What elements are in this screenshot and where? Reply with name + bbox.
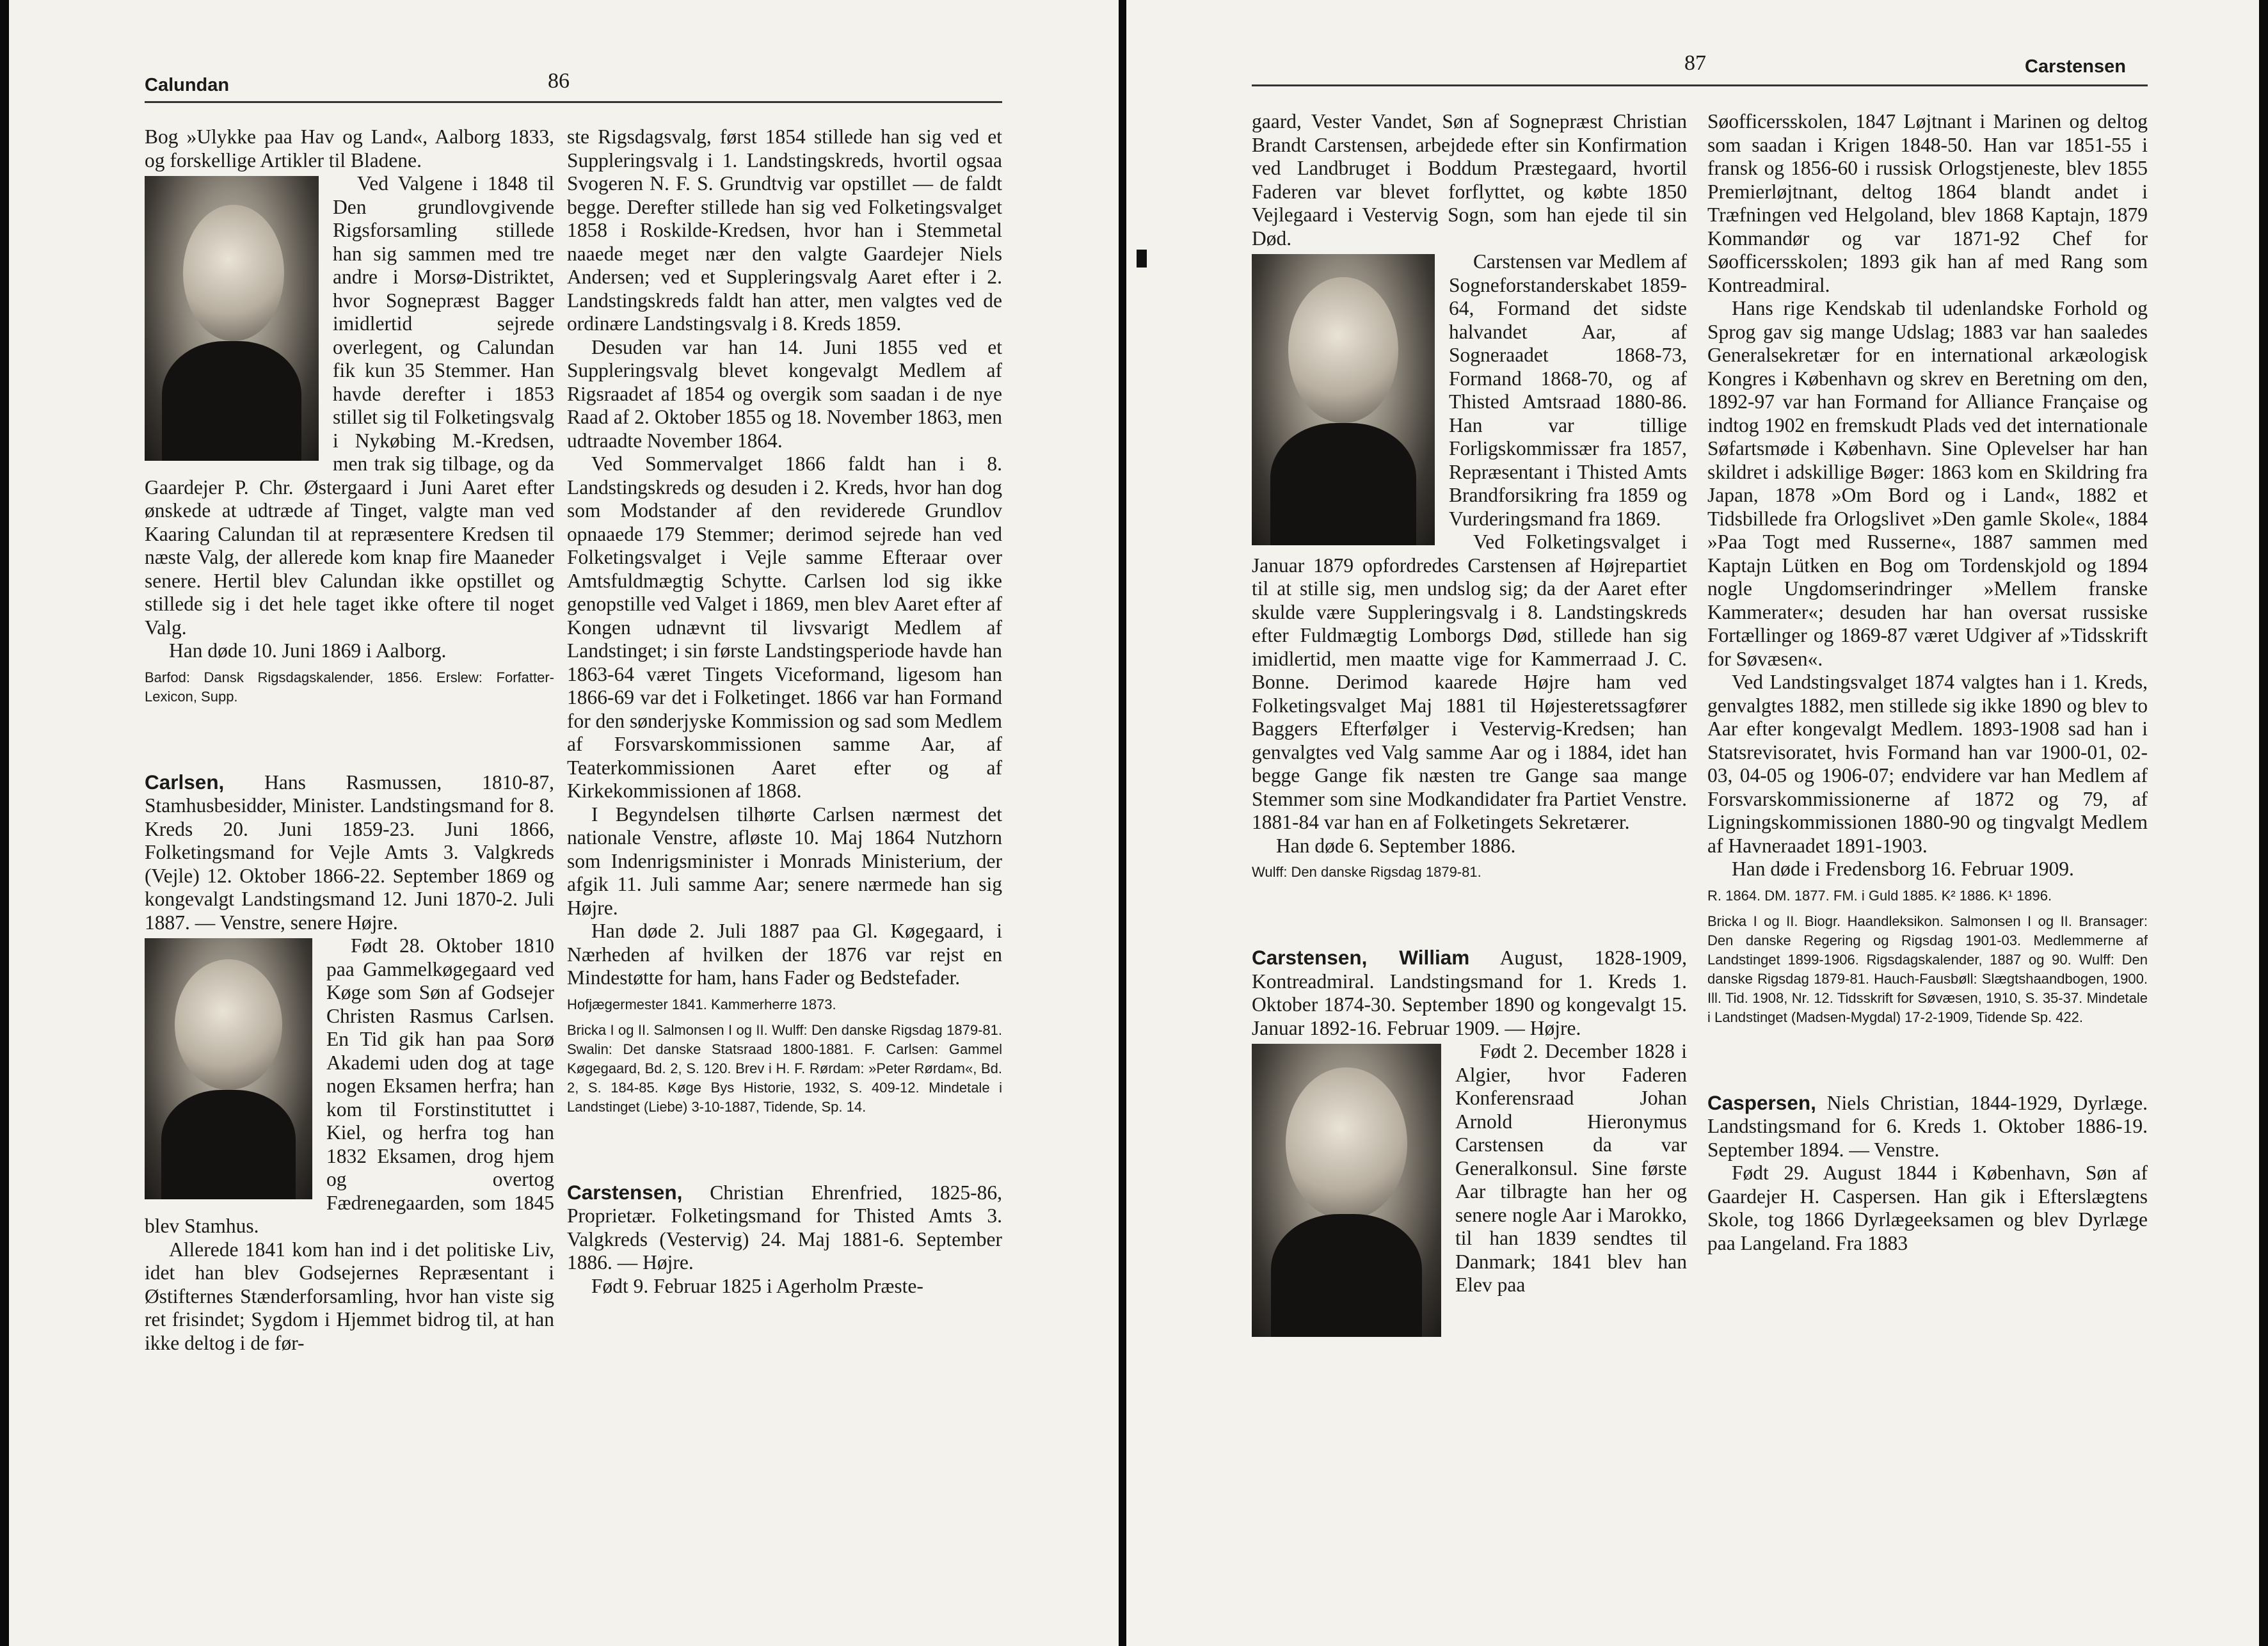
left-page [9,0,1119,1646]
paragraph: Hans rige Kendskab til udenlandske Forhold og Sprog gav sig mange Udslag; 1883 var han saaledes Generalsekretær for en international arkæologisk Kongres i København og skrev en Beretning om den, 1892-97 var han Formand for Alliance Française og indtog 1902 en fremskudt Plads ved det internationale Søfartsmøde i København. Sine Oplevelser har han skildret i adskillige Bøger: 1863 kom en Skildring fra Japan, 1878 »Om Bord og i Land«, 1882 et Tidsbillede fra Orlogslivet »Den gamle Skole«, 1884 »Paa Togt med Russerne«, 1887 sammen med Kaptajn Lütken en Bog om Tordenskjold og 1894 nogle Ungdomserindringer »Mellem franske Kammerater«; desuden har han oversat russiske Fortællinger og 1869-87 været Udgiver af »Tidsskrift for Søvæsen«. [1707,297,2148,670]
paragraph: Bog »Ulykke paa Hav og Land«, Aalborg 1833, og forskellige Artikler til Bladene. [145,125,554,172]
header-rule [1252,84,2148,86]
entry-intro: Niels Christian, 1844-1929, Dyrlæge. Landstingsmand for 6. Kreds 1. Oktober 1886-19. September 1894. — Venstre. [1707,1091,2148,1161]
right-column-1 [1252,110,1687,1341]
page-number-left: 86 [548,69,570,93]
running-head-right: Carstensen [2025,56,2126,77]
portrait-carstensen-william [1252,1044,1441,1337]
paragraph: Ved Landstingsvalget 1874 valgtes han i 1. Kreds, genvalgtes 1882, men stillede sig ikke 1890 og blev to Aar efter kongevalgt Medlem. 1893-1908 sad han i Statsrevisoratet, hvis Formand han var 1900-01, 02-03, 04-05 og 1906-07; endvidere var han Medlem af Forsvarskommissionerne af 1872 og 79, af Ligningskommissionen 1880-90 og tingvalgt Medlem af Havneraadet 1891-1903. [1707,671,2148,857]
entry-carstensen-william [1252,946,1687,1040]
right-column-2 [1707,110,2148,1255]
paragraph: ste Rigsdagsvalg, først 1854 stillede han sig ved et Suppleringsvalg i 1. Landstingskreds, hvortil ogsaa Svogeren N. F. S. Grundtvig var opstillet — de faldt begge. Derefter stillede han sig ved Folketingsvalget 1858 i Roskilde-Kredsen, hvor han i Stemmetal naaede meget nær den valgte Gaardejer Niels Andersen; ved et Suppleringsvalg Aaret efter i 2. Landstingskreds faldt han atter, men valgtes ved de ordinære Landstingsvalg i 8. Kreds 1859. [567,125,1002,335]
paragraph: Født 28. Oktober 1810 paa Gammelkøgegaard ved Køge som Søn af Godsejer Christen Rasmus Carlsen. En Tid gik han paa Sorø Akademi uden dog at tage nogen Eksamen herfra; han kom til Forstinstituttet i Kiel, og herfra tog han 1832 Eksamen, drog hjem og overtog Fædrenegaarden, som 1845 blev Stamhus. [145,934,554,1237]
paragraph: gaard, Vester Vandet, Søn af Sognepræst Christian Brandt Carstensen, arbejdede efter sin Konfirmation ved Landbruget i Boddum Præstegaard, hvortil Faderen var blevet forflyttet, og købte 1850 Vejlegaard i Vestervig Sogn, som han ejede til sin Død. [1252,110,1687,250]
paragraph: Desuden var han 14. Juni 1855 ved et Suppleringsvalg blevet kongevalgt Medlem af Rigsraadet af 1854 og overgik som saadan i de nye Raad af 2. Oktober 1855 og 18. November 1863, men udtraadte November 1864. [567,335,1002,452]
portrait-carlsen [145,938,312,1199]
right-page [1126,0,2259,1646]
entry-intro: Hans Rasmussen, 1810-87, Stamhusbesidder, Minister. Landstingsmand for 8. Kreds 20. Juni 1859-23. Juni 1866, Folketingsmand for Vejle Amts 3. Valgkreds (Vejle) 12. Oktober 1866-22. September 1869 og kongevalgt Landstingsmand 12. Juni 1870-2. Juli 1887. — Venstre, senere Højre. [145,771,554,934]
paragraph: Han døde 2. Juli 1887 paa Gl. Køgegaard, i Nærheden af hvilken der 1876 var rejst en Mindestøtte for ham, hans Fader og Bedstefader. [567,920,1002,989]
paragraph: Søofficersskolen, 1847 Løjtnant i Marinen og deltog som saadan i Krigen 1848-50. Han var 1851-55 i fransk og 1856-60 i russisk Orlogstjeneste, blev 1855 Premierløjtnant, deltog 1864 blandt andet i Træfningen ved Helgoland, blev 1868 Kaptajn, 1879 Kommandør og var 1871-92 Chef for Søofficersskolen; 1893 gik han af med Rang som Kontreadmiral. [1707,110,2148,296]
entry-carlsen [145,771,554,935]
paragraph: I Begyndelsen tilhørte Carlsen nærmest det nationale Venstre, afløste 10. Maj 1864 Nutzhorn som Indenrigsminister i Monrads Ministerium, der afgik 11. Juli samme Aar; senere nærmede han sig Højre. [567,803,1002,919]
reference-note: R. 1864. DM. 1877. FM. i Guld 1885. K² 1886. K¹ 1896. [1707,887,2052,904]
paragraph: Født 29. August 1844 i København, Søn af Gaardejer H. Caspersen. Han gik i Efterslægtens Skole, tog 1866 Dyrlægeeksamen og blev Dyrlæge paa Langeland. Fra 1883 [1707,1162,2148,1254]
entry-name: Carstensen, [567,1180,683,1204]
paragraph: Ved Valgene i 1848 til Den grundlovgivende Rigsforsamling stillede han sig sammen med tre andre i Morsø-Distriktet, hvor Sognepræst Bagger imidlertid sejrede overlegent, og Calundan fik kun 35 Stemmer. Han havde derefter i 1853 stillet sig til Folketingsvalg i Nykøbing M.-Kredsen, men trak sig tilbage, og da Gaardejer P. Chr. Østergaard i Juni Aaret efter ønskede at udtræde af Tinget, valgte man ved Kaaring Calundan til at repræsentere Kredsen til næste Valg, der allerede kom knap fire Maaneder senere. Hertil blev Calundan ikke opstillet og stillede sig i det hele taget ikke oftere til noget Valg. [145,172,554,639]
left-column-2 [567,125,1002,1298]
paragraph: Født 2. December 1828 i Algier, hvor Faderen Konferensraad Johan Arnold Hieronymus Carstensen da var Generalkonsul. Sine første Aar tilbragte han her og senere nogle Aar i Marokko, til han 1839 sendtes til Danmark; 1841 blev han Elev paa [1455,1040,1687,1296]
paragraph: Allerede 1841 kom han ind i det politiske Liv, idet han blev Godsejernes Repræsentant i Østifternes Stænderforsamling, hvor han viste sig ret frisindet; Sygdom i Hjemmet bidrog til, at han ikke deltog i de før- [145,1238,554,1354]
portrait-carstensen-christian [1252,254,1435,545]
entry-intro: August, 1828-1909, Kontreadmiral. Landstingsmand for 1. Kreds 1. Oktober 1874-30. September 1890 og kongevalgt 15. Januar 1892-16. Februar 1909. — Højre. [1252,947,1687,1039]
entry-caspersen [1707,1091,2148,1162]
reference-note: Barfod: Dansk Rigsdagskalender, 1856. Erslew: Forfatter-Lexicon, Supp. [145,669,554,705]
reference-note: Bricka I og II. Biogr. Haandleksikon. Salmonsen I og II. Bransager: Den danske Regering og Rigsdag 1901-03. Medlemmerne af Landstinget 1899-1906. Rigsdagskalender, 1887 og 90. Wulff: Den danske Rigsdag 1879-81. Hauch-Fausbøll: Slægtshaandbogen, 1900. Ill. Tid. 1908, Nr. 12. Tidsskrift for Søvæsen, 1910, S. 35-37. Mindetale i Landstinget (Madsen-Mygdal) 17-2-1909, Tidende Sp. 422. [1707,913,2148,1025]
death-line: Han døde 6. September 1886. [1276,834,1516,857]
death-line: Han døde i Fredensborg 16. Februar 1909. [1732,858,2074,880]
paragraph: Født 9. Februar 1825 i Agerholm Præste- [591,1274,923,1297]
reference-note: Hofjægermester 1841. Kammerherre 1873. [567,996,836,1012]
paragraph: Carstensen var Medlem af Sogneforstanderskabet 1859-64, Formand det sidste halvandet Aar, af Sogneraadet 1868-73, Formand 1868-70, og af Thisted Amtsraad 1880-86. Han var tillige Forligskommissær fra 1857, Repræsentant i Thisted Amts Brandforsikring fra 1859 og Vurderingsmand fra 1869. [1449,250,1687,530]
death-line: Han døde 10. Juni 1869 i Aalborg. [169,639,447,662]
entry-carstensen-christian [567,1181,1002,1275]
running-head-left: Calundan [145,75,230,95]
paragraph: Ved Folketingsvalget i Januar 1879 opfordredes Carstensen af Højrepartiet til at stille sig, men undslog sig; da der Aaret efter skulde være Suppleringsvalg i 8. Landstingskreds efter Fuldmægtig Lomborgs Død, stillede han sig imidlertid, men maatte vige for Kammerraad J. C. Bonne. Derimod kaarede Højre ham ved Folketingsvalget Maj 1881 til Højesteretssagfører Baggers Efterfølger i Vestervig-Kredsen; han genvalgtes ved Valg samme Aar og i 1884, idet han begge Gange fik næsten tre Gange saa mange Stemmer som sine Modkandidater fra Partiet Venstre. 1881-84 var han en af Folketingets Sekretærer. [1252,531,1687,833]
portrait-calundan [145,176,319,461]
entry-name: Carlsen, [145,770,225,794]
entry-name: Caspersen, [1707,1091,1816,1114]
reference-note: Wulff: Den danske Rigsdag 1879-81. [1252,864,1481,880]
header-rule [145,101,1002,103]
entry-name: Carstensen, William [1252,946,1470,969]
left-column-1 [145,125,554,1355]
reference-note: Bricka I og II. Salmonsen I og II. Wulff: Den danske Rigsdag 1879-81. Swalin: Det danske Statsraad 1800-1881. F. Carlsen: Gammel Køgegaard, Bd. 2, S. 120. Brev i H. F. Rørdam: »Peter Rørdam«, Bd. 2, S. 184-85. Køge Bys Historie, 1932, S. 409-12. Mindetale i Landstinget (Liebe) 3-10-1887, Tidende, Sp. 14. [567,1021,1002,1115]
page-number-right: 87 [1684,51,1706,75]
paragraph: Ved Sommervalget 1866 faldt han i 8. Landstingskreds og desuden i 2. Kreds, hvor han dog som Modstander af den reviderede Grundlov opnaaede 179 Stemmer; derimod sejrede han ved Folketingsvalget i Vejle samme Efteraar over Amtsfuldmægtig Schytte. Carlsen lod sig ikke genopstille ved Valget i 1869, men blev Aaret efter af Kongen udnævnt til livsvarigt Medlem af Landstinget; i sin første Landstingsperiode havde han 1863-64 været Tingets Viceformand, ligesom han 1866-69 var det i Folketinget. 1866 var han Formand for den sønderjyske Kommission og sad som Medlem af Forsvarskommissionen samme Aar, af Teaterkommissionen Aaret efter og af Kirkekommissionen af 1868. [567,452,1002,802]
gutter-mark [1137,250,1147,268]
entry-intro: Christian Ehrenfried, 1825-86, Proprietær. Folketingsmand for Thisted Amts 3. Valgkreds (Vestervig) 24. Maj 1881-6. September 1886. — Højre. [567,1181,1002,1274]
